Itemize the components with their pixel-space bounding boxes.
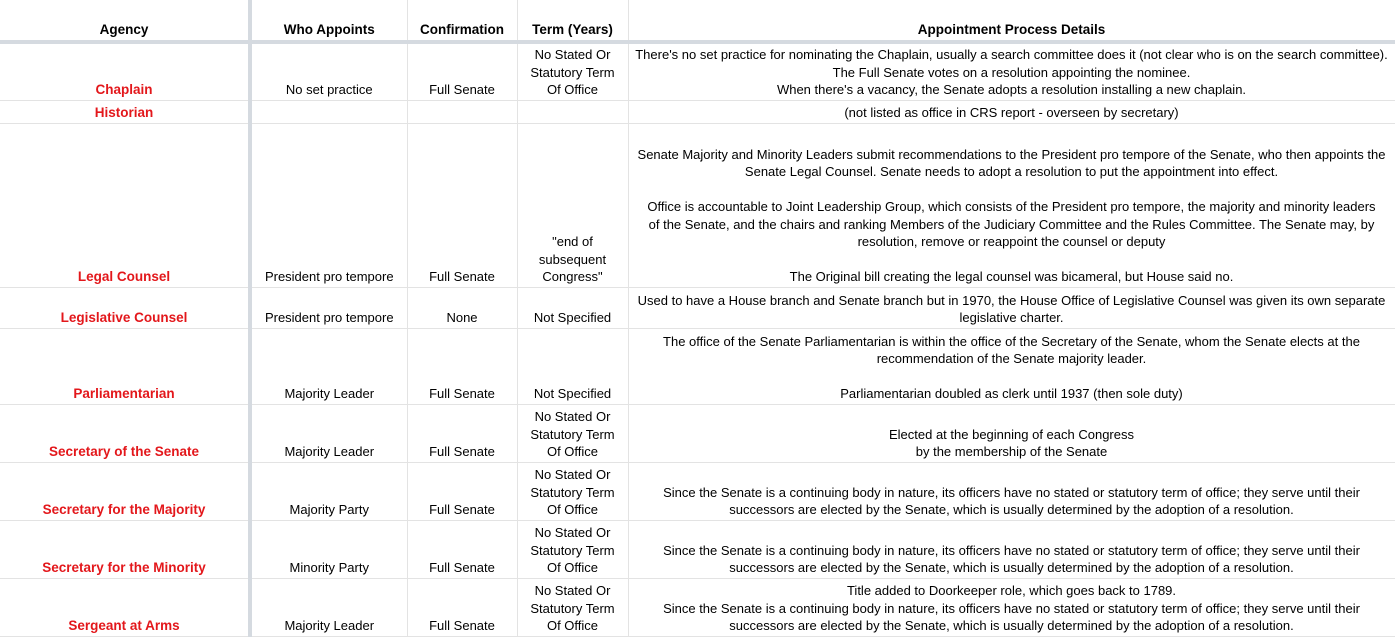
table-row — [0, 100, 1395, 123]
confirmation-cell: Full Senate — [407, 328, 517, 404]
term-cell: Not Specified — [517, 328, 628, 404]
details-cell: The office of the Senate Parliamentarian is within the office of the Secretary of the Senate, whom the Senate elects at the recommendation of the Senate majority leader. Parliamentarian doubled as clerk until 1937 (then sole duty) — [628, 328, 1395, 404]
who-appoints-cell: No set practice — [250, 42, 407, 100]
agency-cell: Historian — [0, 100, 250, 123]
who-appoints-cell: Majority Party — [250, 462, 407, 520]
header-details: Appointment Process Details — [628, 0, 1395, 42]
table-row — [0, 287, 1395, 328]
term-cell: No Stated Or Statutory Term Of Office — [517, 578, 628, 636]
confirmation-cell: Full Senate — [407, 42, 517, 100]
table-row — [0, 123, 1395, 287]
who-appoints-cell: Majority Leader — [250, 404, 407, 462]
header-row — [0, 0, 1395, 42]
header-who-appoints: Who Appoints — [250, 0, 407, 42]
agency-cell: Sergeant at Arms — [0, 578, 250, 636]
who-appoints-cell: President pro tempore — [250, 287, 407, 328]
term-cell: No Stated Or Statutory Term Of Office — [517, 520, 628, 578]
details-cell: (not listed as office in CRS report - overseen by secretary) — [628, 100, 1395, 123]
agency-cell: Secretary for the Minority — [0, 520, 250, 578]
confirmation-cell: Full Senate — [407, 404, 517, 462]
table-row — [0, 520, 1395, 578]
details-cell: Since the Senate is a continuing body in nature, its officers have no stated or statutory term of office; they serve until their successors are elected by the Senate, which is usually determined by the adoption of a resolution. — [628, 520, 1395, 578]
table-row — [0, 578, 1395, 636]
term-cell: Not Specified — [517, 287, 628, 328]
header-agency: Agency — [0, 0, 250, 42]
who-appoints-cell — [250, 100, 407, 123]
table-row — [0, 328, 1395, 404]
details-cell: Since the Senate is a continuing body in nature, its officers have no stated or statutory term of office; they serve until their successors are elected by the Senate, which is usually determined by the adoption of a resolution. — [628, 462, 1395, 520]
term-cell — [517, 100, 628, 123]
details-cell: There's no set practice for nominating the Chaplain, usually a search committee does it (not clear who is on the search committee). The Full Senate votes on a resolution appointing the nominee. When there's a vacancy, the Senate adopts a resolution installing a new chaplain. — [628, 42, 1395, 100]
agency-cell: Secretary of the Senate — [0, 404, 250, 462]
details-cell: Title added to Doorkeeper role, which goes back to 1789. Since the Senate is a continuing body in nature, its officers have no stated or statutory term of office; they serve until their successors are elected by the Senate, which is usually determined by the adoption of a resolution. — [628, 578, 1395, 636]
agency-cell: Chaplain — [0, 42, 250, 100]
agency-cell: Legal Counsel — [0, 123, 250, 287]
confirmation-cell: Full Senate — [407, 123, 517, 287]
confirmation-cell: Full Senate — [407, 520, 517, 578]
details-cell: Senate Majority and Minority Leaders submit recommendations to the President pro tempore of the Senate, who then appoints the Senate Legal Counsel. Senate needs to adopt a resolution to put the appointment into effect. Office is accountable to Joint Leadership Group, which consists of the President pro tempore, the majority and minority leaders of the Senate, and the chairs and ranking Members of the Judiciary Committee and the Rules Committee. The Senate may, by resolution, remove or reappoint the counsel or deputy The Original bill creating the legal counsel was bicameral, but House said no. — [628, 123, 1395, 287]
confirmation-cell — [407, 100, 517, 123]
who-appoints-cell: President pro tempore — [250, 123, 407, 287]
term-cell: "end of subsequent Congress" — [517, 123, 628, 287]
header-confirmation: Confirmation — [407, 0, 517, 42]
confirmation-cell: Full Senate — [407, 462, 517, 520]
table-row — [0, 462, 1395, 520]
who-appoints-cell: Minority Party — [250, 520, 407, 578]
term-cell: No Stated Or Statutory Term Of Office — [517, 404, 628, 462]
agency-cell: Parliamentarian — [0, 328, 250, 404]
confirmation-cell: None — [407, 287, 517, 328]
header-term: Term (Years) — [517, 0, 628, 42]
confirmation-cell: Full Senate — [407, 578, 517, 636]
term-cell: No Stated Or Statutory Term Of Office — [517, 42, 628, 100]
term-cell: No Stated Or Statutory Term Of Office — [517, 462, 628, 520]
who-appoints-cell: Majority Leader — [250, 328, 407, 404]
agency-cell: Secretary for the Majority — [0, 462, 250, 520]
table-row — [0, 42, 1395, 100]
details-cell: Elected at the beginning of each Congress by the membership of the Senate — [628, 404, 1395, 462]
details-cell: Used to have a House branch and Senate branch but in 1970, the House Office of Legislative Counsel was given its own separate legislative charter. — [628, 287, 1395, 328]
table-row — [0, 404, 1395, 462]
agency-cell: Legislative Counsel — [0, 287, 250, 328]
who-appoints-cell: Majority Leader — [250, 578, 407, 636]
